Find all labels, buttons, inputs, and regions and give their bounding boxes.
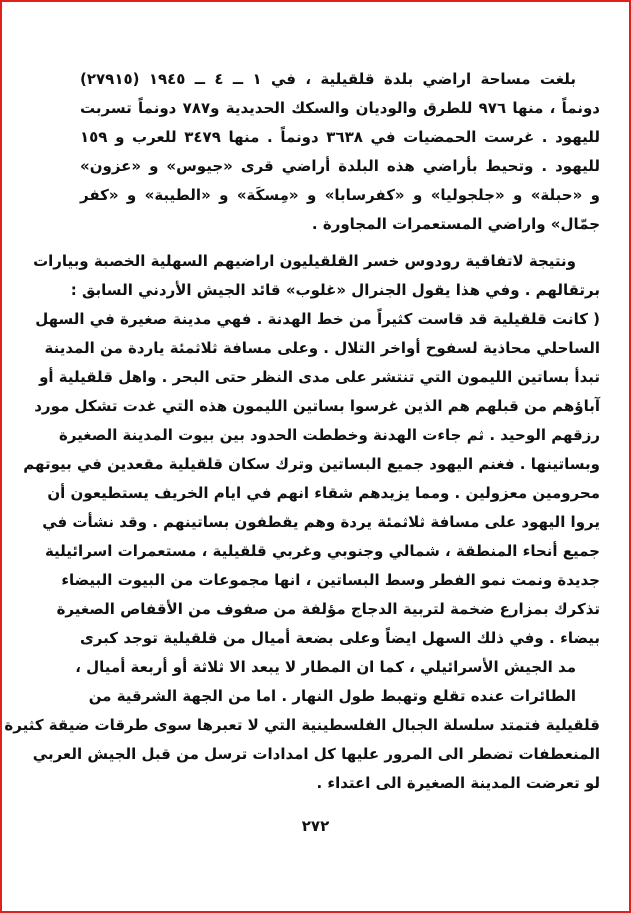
text-line: بلغت مساحة اراضي بلدة قلقيلية ، في ١ ــ ٤ ــ ١٩٤٥ (٢٧٩١٥) (80, 70, 576, 88)
text-line: مد الجيش الأسرائيلي ، كما ان المطار لا يبعد الا ثلاثة أو أربعة أميال ، (75, 658, 576, 676)
text-line: ( كانت قلقيلية قد قاست كثيراً من خط الهدنة . فهي مدينة صغيرة في السهل (35, 310, 600, 328)
text-line: برتقالهم . وفي هذا يقول الجنرال «غلوب» قائد الجيش الأردني السابق : (70, 281, 600, 299)
text-line: لليهود . وتحيط بأراضي هذه البلدة أراضي قرى «جيوس» و «عزون» (80, 157, 600, 175)
paragraph-land-area (80, 65, 600, 239)
text-line: يروا اليهود على مسافة ثلاثمئة يردة وهم يقطفون بساتينهم . وقد نشأت في (42, 513, 600, 531)
text-line: الساحلي محاذية لسفوح أواخر التلال . وعلى مسافة ثلاثمئة ياردة من المدينة (44, 339, 600, 357)
text-line: المنعطفات تضطر الى المرور عليها كل امدادات ترسل من قبل الجيش العربي (32, 745, 600, 763)
text-line: دونماً ، منها ٩٧٦ للطرق والوديان والسكك الحديدية و٧٨٧ دونماً تسربت (80, 99, 600, 117)
text-line: تبدأ بساتين الليمون التي تنتشر على مدى النظر حتى البحر . واهل قلقيلية أو (39, 368, 600, 386)
text-line: و «حبلة» و «جلجوليا» و «كفرسابا» و «مِسكَة» و «الطيبة» و «كفر (80, 186, 600, 204)
text-line: لو تعرضت المدينة الصغيرة الى اعتداء . (316, 774, 600, 792)
text-line: رزقهم الوحيد . ثم جاءت الهدنة وخططت الحدود بين بيوت المدينة الصغيرة (59, 426, 600, 444)
text-line: جميع أنحاء المنطقة ، شمالي وجنوبي وغربي قلقيلية ، مستعمرات اسرائيلية (44, 542, 600, 560)
text-line: جمّال» واراضي المستعمرات المجاورة . (311, 215, 600, 233)
text-line: ونتيجة لاتفاقية رودوس خسر القلقيليون اراضيهم السهلية الخصبة وبيارات (33, 252, 576, 270)
text-line: الطائرات عنده تقلع وتهبط طول النهار . اما من الجهة الشرقية من (88, 687, 576, 705)
text-line: لليهود . غرست الحمضيات في ٣٦٣٨ دونماً . منها ٣٤٧٩ للعرب و ١٥٩ (80, 128, 600, 146)
text-line: محرومين معزولين . ومما يزيدهم شقاء انهم في ايام الخريف يستطيعون أن (47, 484, 600, 502)
page-number: ٢٧٢ (301, 817, 330, 835)
text-line: وبساتينها . فغنم اليهود جميع البساتين وترك سكان قلقيلية مقعدين في بيوتهم (23, 455, 600, 473)
text-line: آباؤهم من قبلهم هم الذين غرسوا بساتين الليمون هذه التي غدت تشكل مورد (34, 397, 600, 415)
paragraph-rhodes-agreement (4, 247, 600, 798)
text-line: جديدة ونمت نمو الفطر وسط البساتين ، انها مجموعات من البيوت البيضاء (61, 571, 600, 589)
text-line: بيضاء . وفي ذلك السهل ايضاً وعلى بضعة أميال من قلقيلية توجد كبرى (80, 629, 600, 647)
text-line: قلقيلية فتمتد سلسلة الجبال الفلسطينية التي لا تعبرها سوى طرقات ضيقة كثيرة (4, 716, 600, 734)
text-line: تذكرك بمزارع ضخمة لتربية الدجاج مؤلفة من صفوف من الأقفاص الصغيرة (56, 600, 600, 618)
